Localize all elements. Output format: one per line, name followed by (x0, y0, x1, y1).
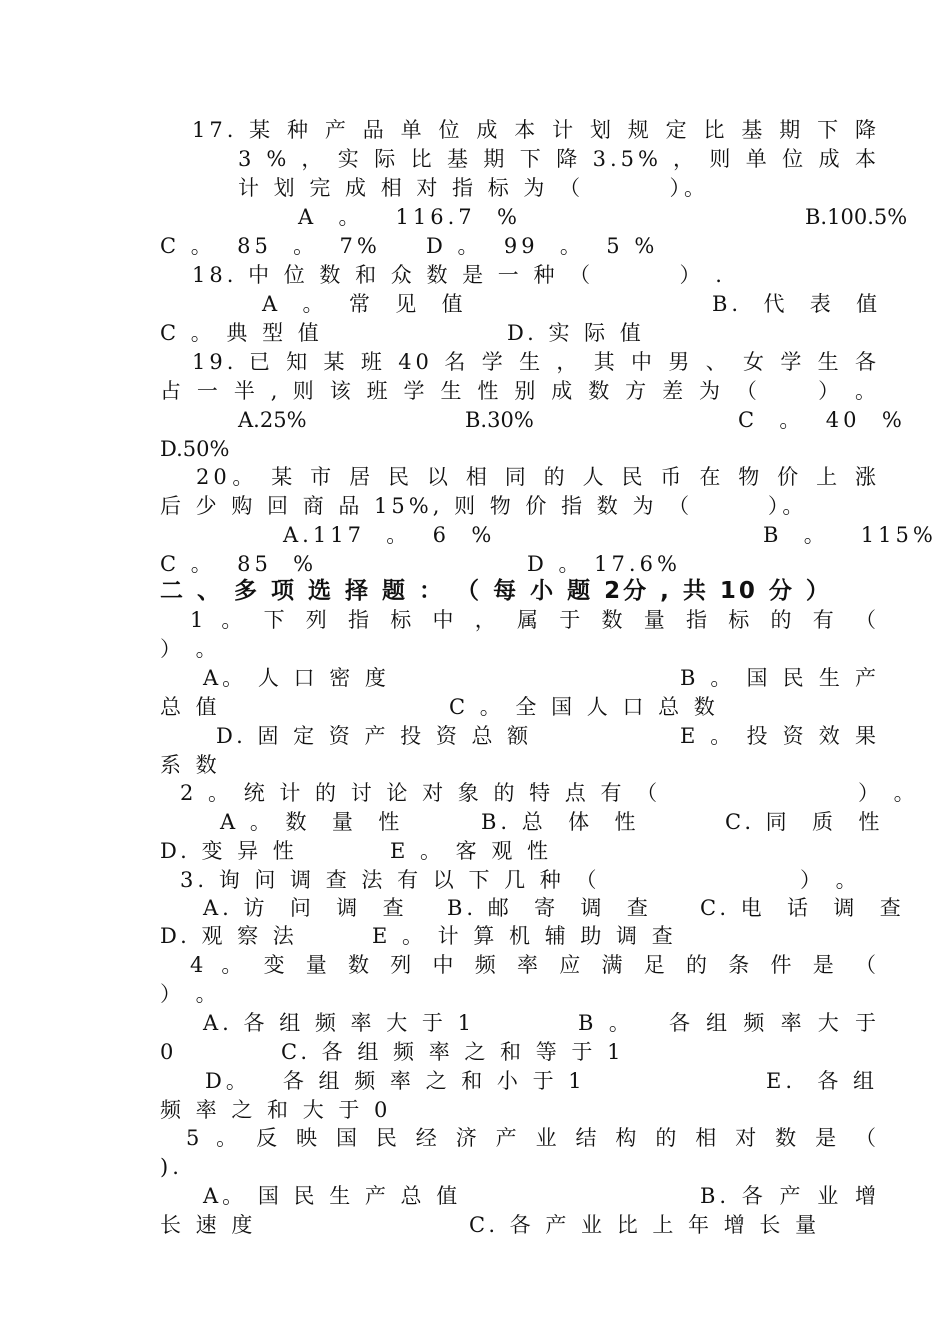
m4-option-c: C. 各 组 频 率 之 和 等 于 1 (281, 1040, 625, 1064)
m4-stem: 4 。 变 量 数 列 中 频 率 应 满 足 的 条 件 是 （ (190, 953, 880, 977)
q19-option-b: B.30% (465, 408, 534, 432)
q18-stem: 18. 中 位 数 和 众 数 是 一 种 （ ） . (192, 263, 726, 287)
m3-stem: 3. 询 问 调 查 法 有 以 下 几 种 （ (180, 868, 601, 892)
q17-stem-line1: 17. 某 种 产 品 单 位 成 本 计 划 规 定 比 基 期 下 降 (192, 118, 880, 142)
m1-option-c: C 。 全 国 人 口 总 数 (449, 695, 719, 719)
m3-option-b: B. 邮 寄 调 查 (447, 896, 652, 920)
m4-option-d: D。 各 组 频 率 之 和 小 于 1 (205, 1069, 586, 1093)
q19-stem-line2: 占 一 半 , 则 该 班 学 生 性 别 成 数 方 差 为 （ ） 。 (160, 379, 880, 403)
m1-option-e: E 。 投 资 效 果 (680, 724, 880, 748)
m2-option-e: E 。 客 观 性 (390, 839, 553, 863)
q19-option-a: A.25% (238, 408, 307, 432)
q20-option-a: A.117 。 6 % (283, 523, 496, 547)
section-heading-multiple-choice: 二 、 多 项 选 择 题 ： （ 每 小 题 2分 , 共 10 分 ） (160, 578, 832, 604)
q20-option-c: C 。 85 % (160, 552, 318, 576)
q18-option-d: D. 实 际 值 (507, 321, 645, 345)
m1-option-a: A。 人 口 密 度 (203, 666, 390, 690)
m5-option-b-cont: 长 速 度 (160, 1213, 257, 1237)
q18-option-a: A 。 常 见 值 (262, 292, 467, 316)
q17-option-c: C 。 85 。 7% (160, 234, 381, 258)
q20-option-b: B 。 115% (763, 523, 937, 547)
m2-option-b: B. 总 体 性 (481, 810, 640, 834)
m3-option-d: D. 观 察 法 (160, 924, 298, 948)
q19-stem-line1: 19. 已 知 某 班 40 名 学 生 ， 其 中 男 、 女 学 生 各 (192, 350, 880, 374)
m3-option-e: E 。 计 算 机 辅 助 调 查 (372, 924, 677, 948)
m1-option-d: D. 固 定 资 产 投 资 总 额 (216, 724, 533, 748)
q17-option-d: D 。 99 。 5 % (426, 234, 659, 258)
m1-option-e-cont: 系 数 (160, 753, 221, 777)
m2-stem-close: ） 。 (858, 781, 919, 805)
m5-stem: 5 。 反 映 国 民 经 济 产 业 结 构 的 相 对 数 是 （ (186, 1126, 880, 1150)
m2-option-c: C. 同 质 性 (725, 810, 884, 834)
m4-stem-close: ） 。 (160, 982, 221, 1006)
q20-option-d: D 。 17.6% (527, 552, 681, 576)
m5-option-b: B. 各 产 业 增 (700, 1184, 880, 1208)
m3-option-c: C. 电 话 调 查 (700, 896, 905, 920)
q17-stem-line3: 计 划 完 成 相 对 指 标 为 （ ）。 (238, 176, 709, 200)
q17-option-a: A 。 116.7 % (298, 205, 521, 229)
m5-option-a: A。 国 民 生 产 总 值 (203, 1184, 462, 1208)
q19-option-d: D.50% (160, 437, 230, 461)
m3-option-a: A. 访 问 调 查 (203, 896, 408, 920)
q17-option-b: B.100.5% (805, 205, 908, 229)
q18-option-c: C 。 典 型 值 (160, 321, 323, 345)
m3-stem-close: ） 。 (800, 868, 861, 892)
q18-option-b: B. 代 表 值 (712, 292, 882, 316)
m2-stem: 2 。 统 计 的 讨 论 对 象 的 特 点 有 （ (180, 781, 662, 805)
m4-option-e-cont: 频 率 之 和 大 于 0 (160, 1098, 392, 1122)
q17-stem-line2: 3 % ， 实 际 比 基 期 下 降 3.5% ， 则 单 位 成 本 (238, 147, 880, 171)
m5-stem-close: ). (160, 1155, 183, 1179)
m1-stem: 1 。 下 列 指 标 中 ， 属 于 数 量 指 标 的 有 （ (190, 608, 880, 632)
m2-option-a: A 。 数 量 性 (220, 810, 404, 834)
q20-stem-line2: 后 少 购 回 商 品 15%, 则 物 价 指 数 为 （ ）。 (160, 494, 808, 518)
m4-option-b: B 。 各 组 频 率 大 于 (578, 1011, 880, 1035)
m1-option-b: B 。 国 民 生 产 (680, 666, 880, 690)
m4-option-b-cont: 0 (160, 1040, 178, 1064)
m5-option-c: C. 各 产 业 比 上 年 增 长 量 (469, 1213, 821, 1237)
m4-option-a: A. 各 组 频 率 大 于 1 (203, 1011, 475, 1035)
m2-option-d: D. 变 异 性 (160, 839, 298, 863)
m1-stem-close: ） 。 (160, 637, 221, 661)
q19-option-c: C 。 40 % (738, 408, 906, 432)
m4-option-e: E. 各 组 (766, 1069, 879, 1093)
q20-stem-line1: 20。 某 市 居 民 以 相 同 的 人 民 币 在 物 价 上 涨 (196, 465, 880, 489)
m1-option-b-cont: 总 值 (160, 695, 221, 719)
